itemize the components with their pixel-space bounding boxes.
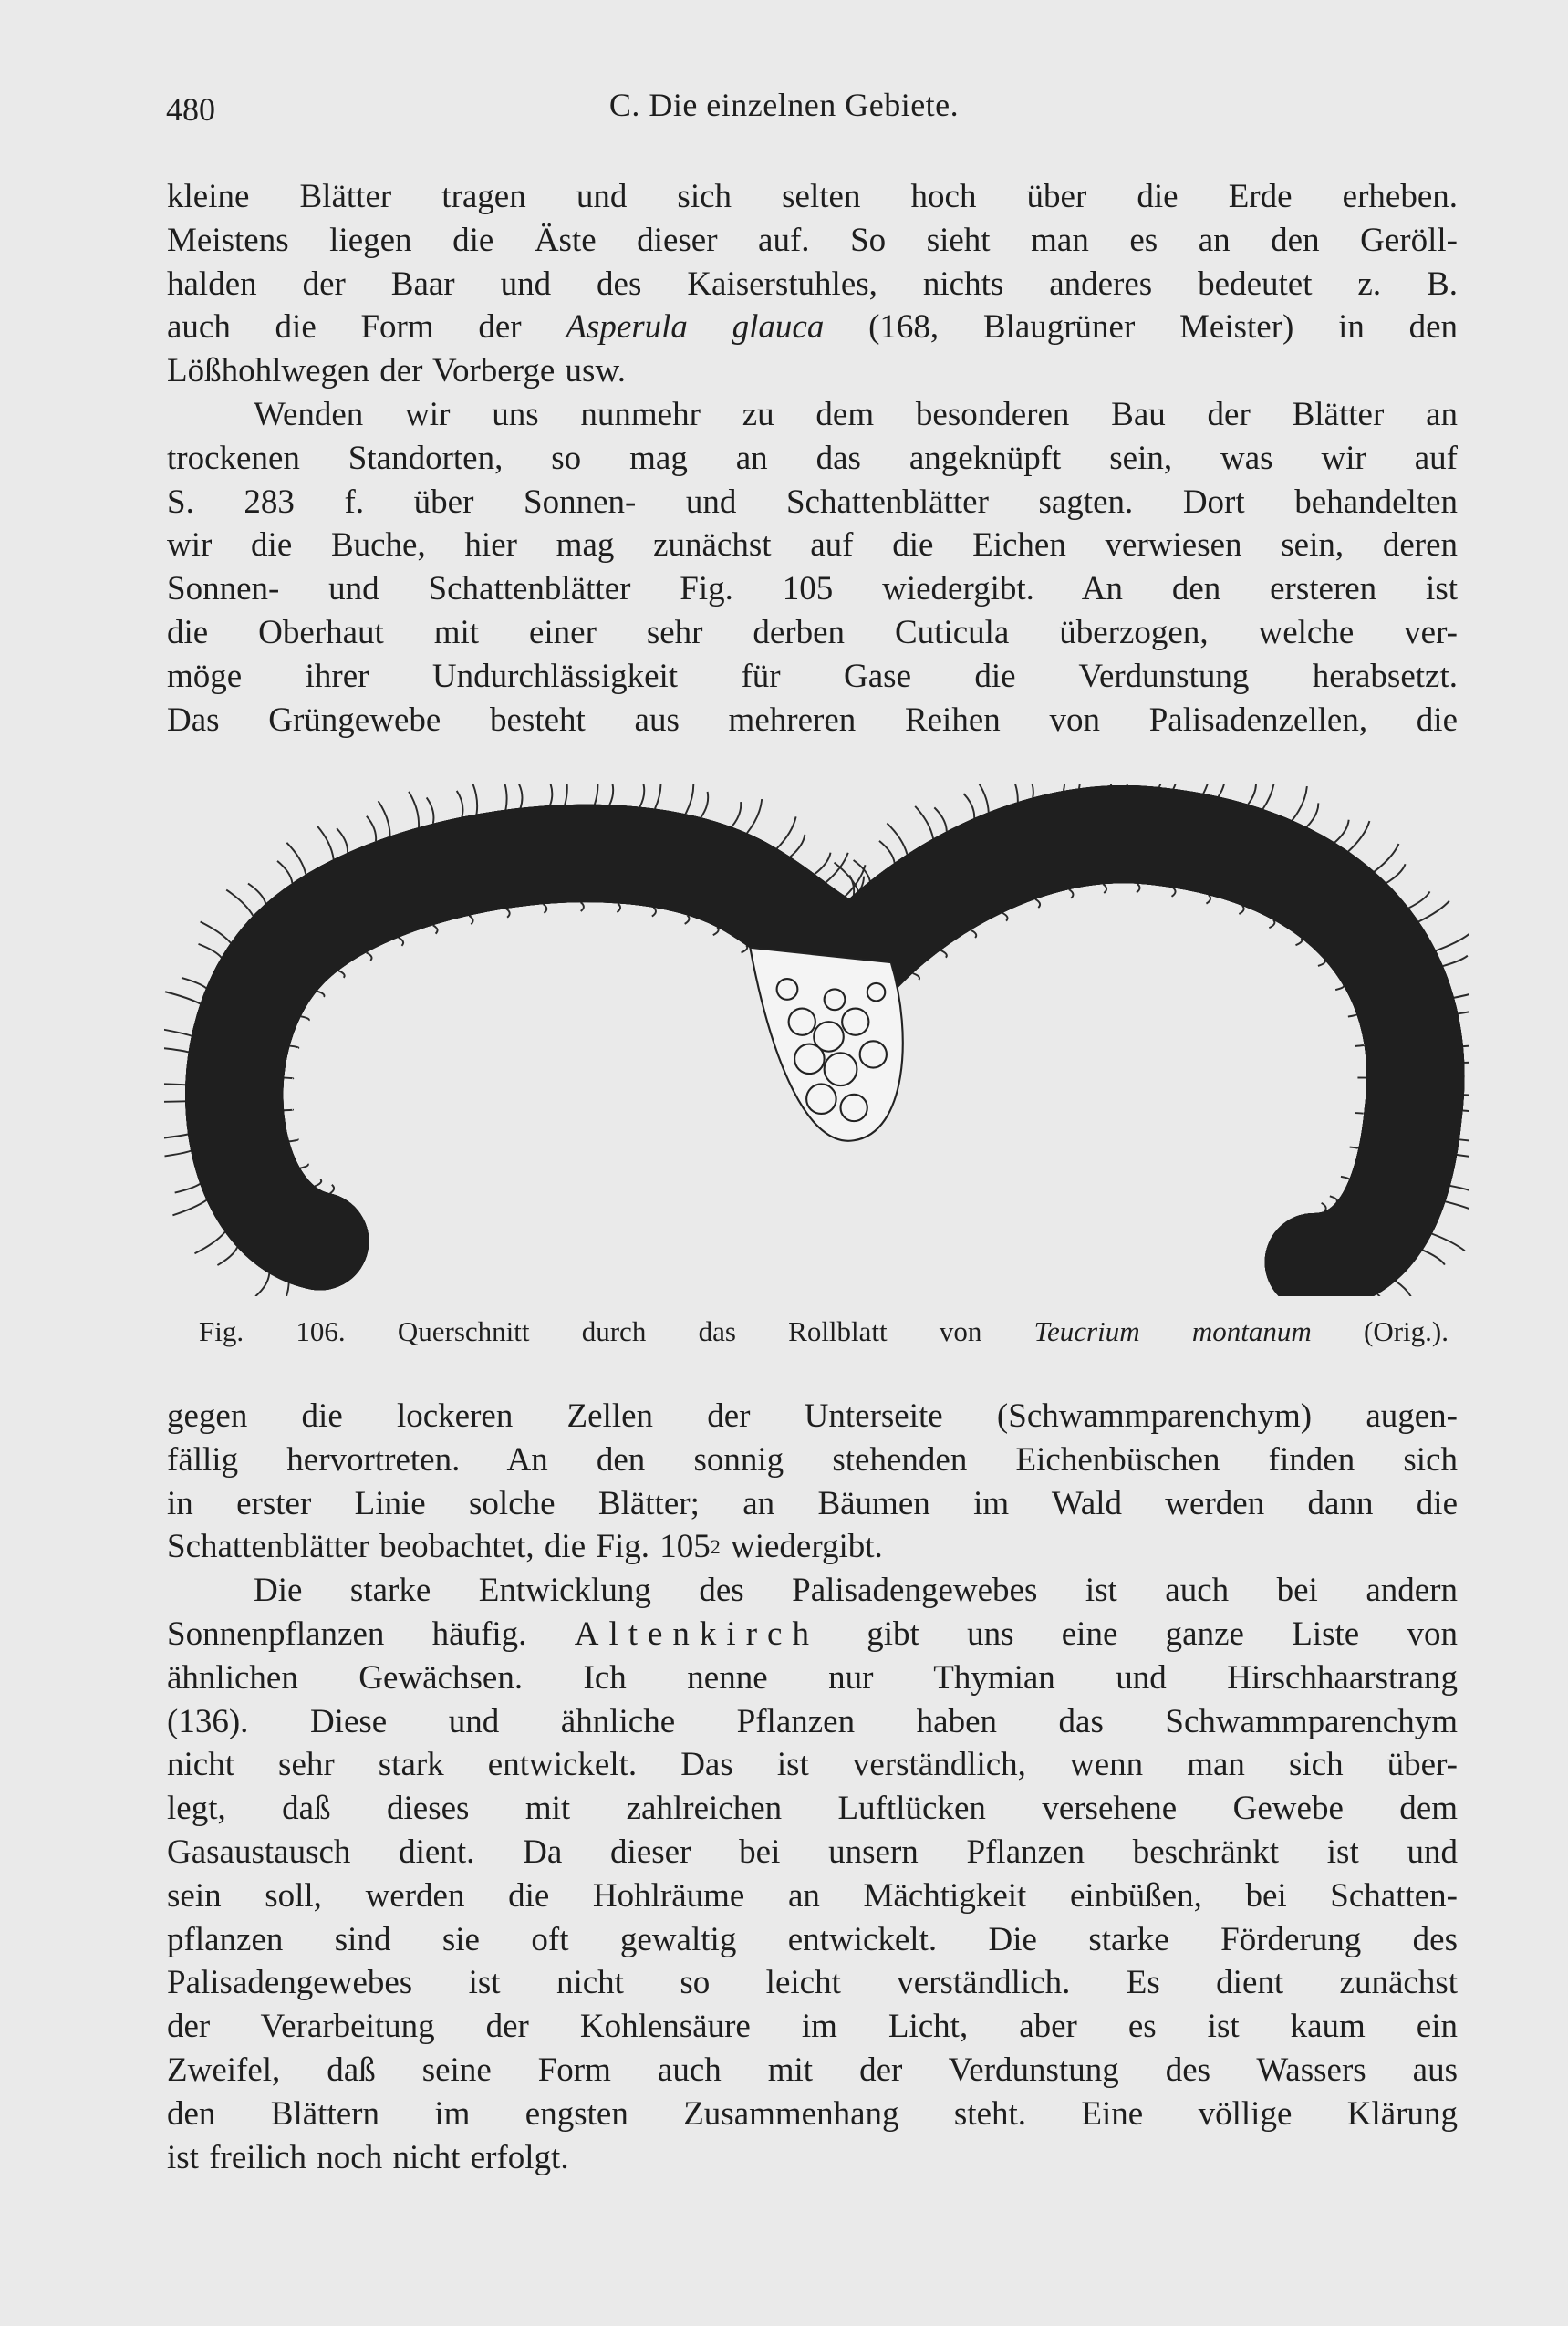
hair <box>1059 784 1064 791</box>
hair <box>1203 784 1210 794</box>
hair <box>1137 884 1140 893</box>
hair <box>286 843 306 875</box>
hair <box>1330 1196 1337 1201</box>
hair <box>1457 1155 1469 1159</box>
hair <box>1396 1281 1413 1296</box>
hair <box>248 884 265 904</box>
text-segment: möge ihrer Undurchlässigkeit für Gase die Verdunstung herabsetzt. <box>167 657 1458 695</box>
text-segment: (168, Blaugrüner Meister) in den <box>824 308 1458 347</box>
text-segment: die Oberhaut mit einer sehr derben Cuticula überzogen, welche ver- <box>167 614 1458 651</box>
hair <box>1408 891 1429 908</box>
text-line <box>167 349 1458 393</box>
running-head: C. Die einzelnen Gebiete. <box>608 87 960 123</box>
hair <box>1248 784 1256 805</box>
text-line <box>167 1438 1458 1482</box>
hair <box>879 841 895 863</box>
hair <box>164 1101 185 1102</box>
hair <box>1446 1201 1469 1213</box>
hair <box>1418 901 1449 922</box>
text-line <box>167 481 1458 524</box>
text-line <box>167 1961 1458 2005</box>
hair <box>275 1283 289 1296</box>
text-line <box>167 175 1458 219</box>
hair <box>217 1247 237 1265</box>
hair <box>1306 803 1318 826</box>
text-segment: legt, daß dieses mit zahlreichen Luftlücken versehene Gewebe dem <box>167 1790 1458 1828</box>
hair <box>815 853 830 875</box>
hair <box>713 928 719 936</box>
hair <box>290 1046 299 1049</box>
text-line <box>167 1787 1458 1831</box>
text-line <box>254 1569 1458 1613</box>
hair <box>1269 920 1274 929</box>
hair <box>457 791 463 817</box>
hair <box>338 971 345 978</box>
hair <box>1109 784 1113 785</box>
hair <box>172 1200 206 1216</box>
hair <box>199 944 222 958</box>
text-segment: in erster Linie solche Blätter; an Bäumen im Wald werden dann die <box>167 1484 1458 1522</box>
hair <box>1341 1177 1349 1180</box>
hair <box>940 950 947 958</box>
hair <box>1159 784 1164 787</box>
hair <box>1463 1111 1469 1115</box>
hair <box>1464 1062 1469 1063</box>
hair <box>201 921 231 942</box>
hair <box>1463 1043 1469 1046</box>
text-line <box>167 611 1458 655</box>
hair <box>409 792 419 827</box>
hair <box>1422 1250 1444 1264</box>
hair <box>971 930 976 938</box>
hair <box>790 835 805 857</box>
hair <box>1075 784 1080 788</box>
hair <box>564 784 567 805</box>
hair <box>1335 985 1344 990</box>
hair <box>777 816 796 848</box>
hair <box>226 890 253 916</box>
hair <box>289 1139 298 1142</box>
hair <box>1436 934 1469 950</box>
hair <box>595 784 598 805</box>
text-segment: Lößhohlwegen der Vorberge usw. <box>167 352 627 390</box>
hair <box>747 799 762 833</box>
text-segment: S. 283 f. über Sonnen- und Schattenblätter sagten. Dort behandelten <box>167 483 1458 521</box>
text-line <box>167 1525 1458 1569</box>
hair <box>913 973 919 980</box>
text-line <box>167 1395 1458 1438</box>
hair <box>315 1179 321 1186</box>
hair <box>887 823 907 854</box>
spaced-name: Altenkirch <box>574 1615 819 1653</box>
text-segment: (136). Diese und ähnliche Pflanzen haben das Schwammparenchym <box>167 1702 1458 1740</box>
hair <box>1450 1186 1469 1193</box>
text-segment: wiedergibt. <box>720 1528 883 1566</box>
hair <box>1355 1044 1365 1045</box>
hair <box>1026 784 1033 797</box>
hair <box>164 1028 192 1035</box>
hair <box>284 1110 293 1111</box>
hair <box>1002 913 1008 921</box>
text-line <box>167 524 1458 567</box>
text-line <box>167 1700 1458 1744</box>
text-segment: Schattenblätter beobachtet, die Fig. 105 <box>167 1528 711 1566</box>
hair <box>1454 991 1469 998</box>
hair <box>1295 939 1302 946</box>
hair <box>1348 821 1369 851</box>
text-segment: sein soll, werden die Hohlräume an Mächtigkeit einbüßen, bei Schatten- <box>167 1876 1458 1915</box>
text-line <box>167 1656 1458 1700</box>
text-segment: auch die Form der <box>167 308 566 347</box>
hair <box>544 904 547 913</box>
text-segment: der Verarbeitung der Kohlensäure im Licht, aber es ist kaum ein <box>167 2008 1458 2046</box>
text-segment: Sonnen- und Schattenblätter Fig. 105 wiedergibt. An den ersteren ist <box>167 570 1458 608</box>
hair <box>652 908 656 917</box>
hair <box>617 903 620 912</box>
hair <box>609 784 613 805</box>
hair <box>501 784 506 810</box>
hair <box>1262 784 1274 809</box>
text-segment: Wenden wir uns nunmehr zu dem besonderen Bau der Blätter an <box>254 396 1458 433</box>
hair <box>1206 895 1210 903</box>
text-segment: wir die Buche, hier mag zunächst auf die Eichen verwiesen sein, deren <box>167 526 1458 565</box>
hair <box>1334 820 1348 843</box>
hair <box>1127 784 1129 785</box>
text-line <box>254 393 1458 437</box>
hair <box>1069 889 1073 898</box>
text-line <box>167 1918 1458 1962</box>
hair <box>300 1164 308 1168</box>
hair <box>470 784 477 815</box>
text-segment: Zweifel, daß seine Form auch mit der Verdunstung des Wassers aus <box>167 2051 1458 2089</box>
hair <box>518 784 523 808</box>
text-segment: ähnlichen Gewächsen. Ich nenne nur Thymian und Hirschhaarstrang <box>167 1658 1458 1697</box>
hair <box>1377 1294 1396 1296</box>
hair <box>337 828 348 853</box>
hair <box>433 925 438 933</box>
text-line <box>167 1831 1458 1874</box>
hair <box>1103 884 1106 893</box>
hair <box>1171 888 1175 897</box>
hair <box>1464 1095 1469 1096</box>
hair <box>639 784 644 807</box>
hair <box>854 860 870 881</box>
hair <box>1443 956 1468 966</box>
hair <box>1458 1006 1469 1013</box>
hair <box>506 909 510 918</box>
text-segment: Meistens liegen die Äste dieser auf. So sieht man es an den Geröll- <box>167 221 1458 259</box>
hair <box>317 992 324 997</box>
leaf-cross-section-figure <box>164 784 1469 1296</box>
text-line <box>167 1482 1458 1526</box>
superscript: 2 <box>710 1535 721 1559</box>
text-line <box>167 2005 1458 2049</box>
text-segment: gibt uns eine ganze Liste von <box>818 1615 1458 1653</box>
hair <box>1375 844 1399 871</box>
text-segment: trockenen Standorten, so mag an das angeknüpft sein, was wir auf <box>167 439 1458 477</box>
text-segment: pflanzen sind sie oft gewaltig entwickelt. Die starke Förderung des <box>167 1920 1458 1958</box>
figure-caption <box>199 1314 1449 1350</box>
hair <box>317 826 334 860</box>
hair <box>934 807 946 831</box>
species-name: Teucrium montanum <box>1033 1315 1312 1347</box>
hair <box>581 902 584 911</box>
hair <box>330 1185 334 1194</box>
hair <box>1322 1203 1326 1211</box>
italic-text: Asperula glauca <box>566 308 825 347</box>
hair <box>255 1273 269 1296</box>
hair <box>277 861 292 883</box>
hair <box>655 784 661 809</box>
text-line <box>167 1743 1458 1787</box>
text-line <box>167 655 1458 699</box>
text-segment: nicht sehr stark entwickelt. Das ist verständlich, wenn man sich über- <box>167 1746 1458 1784</box>
text-segment: Gasaustausch dient. Da dieser bei unsern Pflanzen beschränkt ist und <box>167 1833 1458 1871</box>
hair <box>175 1184 201 1193</box>
hair <box>915 806 933 838</box>
text-segment: gegen die lockeren Zellen der Unterseite (Schwammparenchym) augen- <box>167 1397 1458 1435</box>
hair <box>164 1135 188 1140</box>
text-segment: Das Grüngewebe besteht aus mehreren Reihen von Palisadenzellen, die <box>167 701 1458 739</box>
hair <box>1432 1234 1465 1251</box>
hair <box>301 1016 309 1020</box>
text-segment: fällig hervortreten. An den sonnig stehenden Eichenbüschen finden sich <box>167 1440 1458 1479</box>
text-line <box>167 567 1458 611</box>
hair <box>1386 864 1406 883</box>
text-line <box>167 219 1458 263</box>
hair <box>379 801 390 836</box>
hair <box>1348 1013 1356 1016</box>
hair <box>367 816 376 841</box>
hair <box>742 945 748 952</box>
caption-text: Fig. 106. Querschnitt durch das Rollblatt von <box>199 1315 1034 1347</box>
text-line <box>167 1613 1458 1656</box>
hair <box>701 792 708 817</box>
hair <box>685 916 690 924</box>
text-line <box>167 2049 1458 2092</box>
hair <box>1219 784 1225 796</box>
hair <box>1350 1147 1359 1149</box>
hair <box>164 1151 191 1157</box>
text-line <box>167 263 1458 306</box>
hair <box>399 938 403 946</box>
hair <box>164 1048 189 1052</box>
hair <box>732 802 741 826</box>
hair <box>1239 906 1243 914</box>
text-line <box>167 306 1458 349</box>
hair <box>1459 1139 1469 1145</box>
hair <box>367 952 372 961</box>
hair <box>427 797 434 823</box>
text-line <box>167 1874 1458 1918</box>
vascular-bundle <box>750 948 902 1141</box>
hair <box>1355 1113 1365 1114</box>
hair <box>164 1084 185 1085</box>
text-line <box>167 437 1458 481</box>
hair <box>469 916 472 925</box>
hair <box>1293 786 1307 820</box>
text-segment: ist freilich noch nicht erfolgt. <box>167 2138 569 2176</box>
text-line <box>167 2136 1458 2180</box>
text-segment: den Blättern im engsten Zusammenhang steht. Eine völlige Klärung <box>167 2094 1458 2133</box>
caption-text: (Orig.). <box>1311 1315 1449 1347</box>
text-segment: halden der Baar und des Kaiserstuhles, nichts anderes bedeutet z. B. <box>167 265 1458 303</box>
text-segment: Palisadengewebes ist nicht so leicht verständlich. Es dient zunächst <box>167 1964 1458 2002</box>
hair <box>975 784 989 812</box>
text-segment: Sonnenpflanzen häufig. <box>167 1615 575 1653</box>
hair <box>1007 784 1018 802</box>
hair <box>165 992 200 1003</box>
hair <box>182 978 206 988</box>
hair <box>1035 899 1040 908</box>
text-line <box>167 699 1458 742</box>
hair <box>1318 960 1325 965</box>
hair <box>685 784 693 814</box>
hair <box>194 1232 224 1254</box>
page-number: 480 <box>166 91 215 128</box>
text-segment: Die starke Entwicklung des Palisadengewebes ist auch bei andern <box>254 1572 1458 1610</box>
hair <box>548 784 552 805</box>
hair <box>963 794 974 818</box>
text-line <box>167 2092 1458 2136</box>
text-segment: kleine Blätter tragen und sich selten hoch über die Erde erheben. <box>167 178 1458 215</box>
hair <box>1173 784 1179 789</box>
hair <box>284 1078 293 1079</box>
